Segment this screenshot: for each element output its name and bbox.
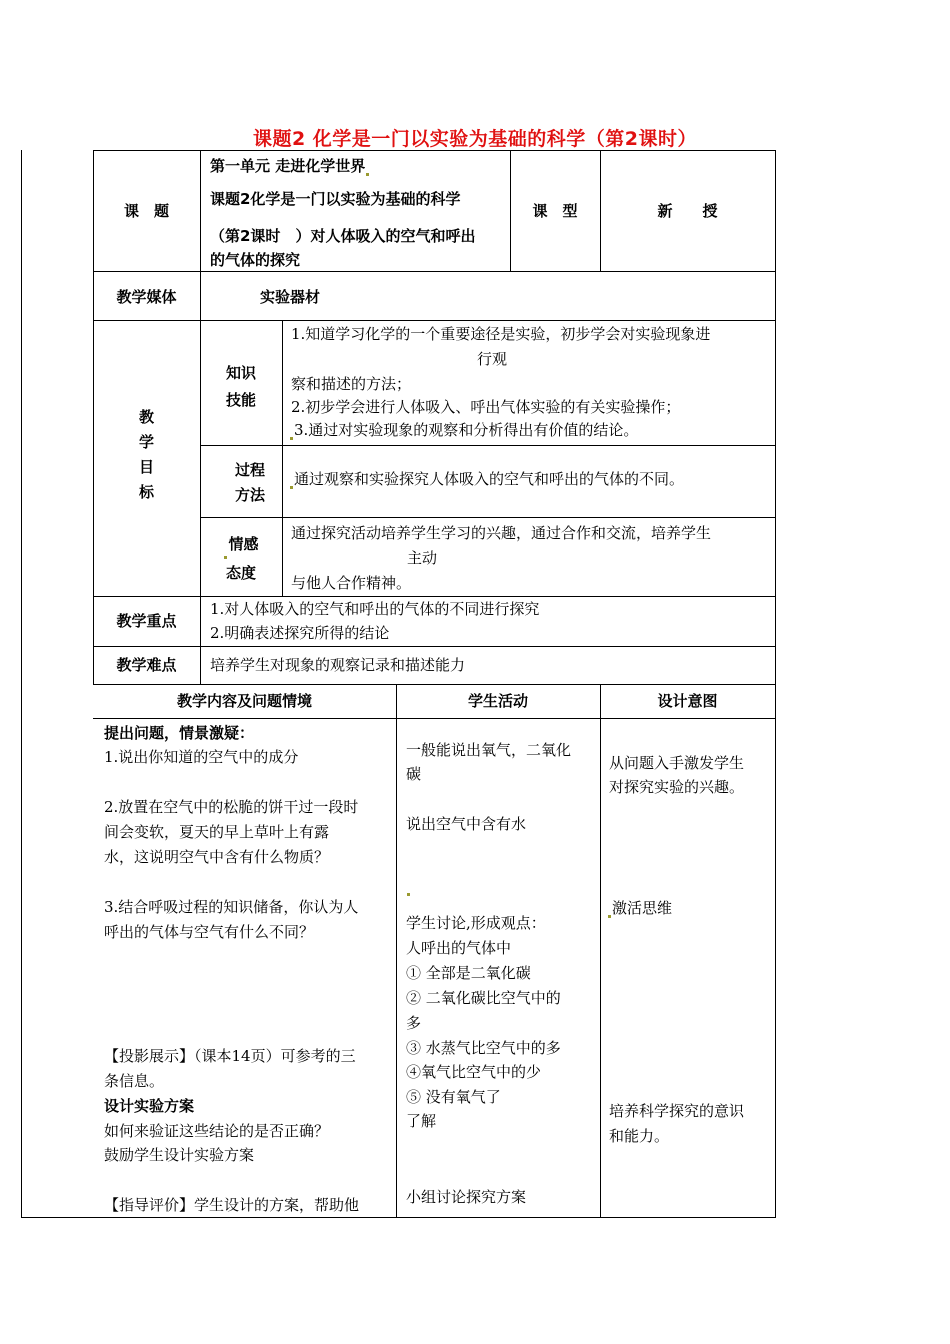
column-header-activity: 学生活动 (467, 692, 528, 710)
question-3-line-2: 呼出的气体与空气有什么不同？ (104, 923, 315, 941)
intent-1-line-1: 从问题入手激发学生 (609, 754, 745, 772)
lesson-subtitle-1: （第2课时 ）对人体吸入的空气和呼出 (210, 227, 476, 245)
question-2-line-3: 水，这说明空气中含有什么物质？ (104, 848, 330, 866)
emotion-label: 情感 态度 (225, 535, 259, 582)
question-3-line-1: 3.结合呼吸过程的知识储备，你认为人 (104, 898, 359, 916)
emotion-line-3: 与他人合作精神。 (291, 574, 412, 592)
activity-3-line-8: ⑤ 没有氧气了 (406, 1088, 501, 1106)
question-2-line-2: 间会变软，夏天的早上草叶上有露 (104, 823, 330, 841)
process-label: 过程 方法 (234, 461, 265, 504)
column-header-content: 教学内容及问题情境 (176, 692, 312, 710)
emotion-line-2: 主动 (406, 549, 437, 567)
difficulty-label: 教学难点 (116, 656, 177, 674)
type-value: 新 授 (657, 202, 718, 220)
media-value: 实验器材 (260, 288, 321, 306)
marker-dot (366, 173, 369, 176)
activity-3-line-7: ④氧气比空气中的少 (406, 1063, 542, 1081)
type-label: 课 型 (532, 202, 578, 220)
knowledge-label: 知识 技能 (225, 364, 256, 409)
question-1: 1.说出你知道的空气中的成分 (104, 748, 299, 766)
activity-4: 小组讨论探究方案 (406, 1188, 527, 1206)
key-point-2: 2.明确表述探究所得的结论 (210, 624, 390, 642)
activity-3-line-1: 学生讨论,形成观点： (406, 914, 546, 932)
activity-1-line-1: 一般能说出氧气，二氧化 (406, 741, 572, 759)
difficulty-text: 培养学生对现象的观察记录和描述能力 (210, 656, 466, 674)
intent-1-line-2: 对探究实验的兴趣。 (609, 778, 745, 796)
content-heading: 提出问题，情景激疑： (104, 724, 255, 742)
design-heading: 设计实验方案 (104, 1097, 195, 1115)
intent-2: 激活思维 (607, 898, 672, 918)
knowledge-line-5: 3.通过对实验现象的观察和分析得出有价值的结论。 (289, 420, 638, 440)
goals-label: 教 学 目 标 (138, 408, 154, 501)
intent-3-line-1: 培养科学探究的意识 (609, 1102, 745, 1120)
media-label: 教学媒体 (116, 288, 177, 306)
lesson-title: 课题2化学是一门以实验为基础的科学 (210, 190, 461, 208)
knowledge-line-3: 察和描述的方法； (291, 375, 412, 393)
lesson-subtitle-2: 的气体的探究 (210, 251, 301, 269)
activity-marker (406, 876, 411, 896)
activity-3-line-6: ③ 水蒸气比空气中的多 (406, 1039, 561, 1057)
page-title: 课题2 化学是一门以实验为基础的科学（第2课时） (252, 128, 698, 150)
guide-line: 【指导评价】学生设计的方案，帮助他 (104, 1196, 360, 1214)
activity-3-line-5: 多 (406, 1014, 422, 1032)
projection-line-1: 【投影展示】（课本14页）可参考的三 (104, 1047, 356, 1065)
activity-3-line-9: 了解 (406, 1112, 437, 1130)
topic-label: 课 题 (123, 202, 169, 220)
design-line-2: 鼓励学生设计实验方案 (104, 1146, 255, 1164)
emotion-line-1: 通过探究活动培养学生学习的兴趣，通过合作和交流，培养学生 (291, 524, 712, 542)
activity-1-line-2: 碳 (406, 765, 422, 783)
activity-3-line-3: ① 全部是二氧化碳 (406, 964, 531, 982)
knowledge-line-4: 2.初步学会进行人体吸入、呼出气体实验的有关实验操作； (291, 398, 681, 416)
design-line-1: 如何来验证这些结论的是否正确？ (104, 1122, 330, 1140)
key-points-label: 教学重点 (116, 612, 177, 630)
knowledge-line-2: 行观 (476, 350, 507, 368)
process-text: 通过观察和实验探究人体吸入的空气和呼出的气体的不同。 (289, 469, 684, 489)
unit-title: 第一单元 走进化学世界 (210, 156, 370, 176)
key-point-1: 1.对人体吸入的空气和呼出的气体的不同进行探究 (210, 600, 540, 618)
activity-3-line-2: 人呼出的气体中 (406, 939, 512, 957)
knowledge-line-1: 1.知道学习化学的一个重要途径是实验，初步学会对实验现象进 (291, 325, 711, 343)
projection-line-2: 条信息。 (104, 1072, 165, 1090)
question-2-line-1: 2.放置在空气中的松脆的饼干过一段时 (104, 798, 359, 816)
activity-2: 说出空气中含有水 (406, 815, 527, 833)
activity-3-line-4: ② 二氧化碳比空气中的 (406, 989, 561, 1007)
intent-3-line-2: 和能力。 (609, 1127, 670, 1145)
column-header-intent: 设计意图 (657, 692, 718, 710)
